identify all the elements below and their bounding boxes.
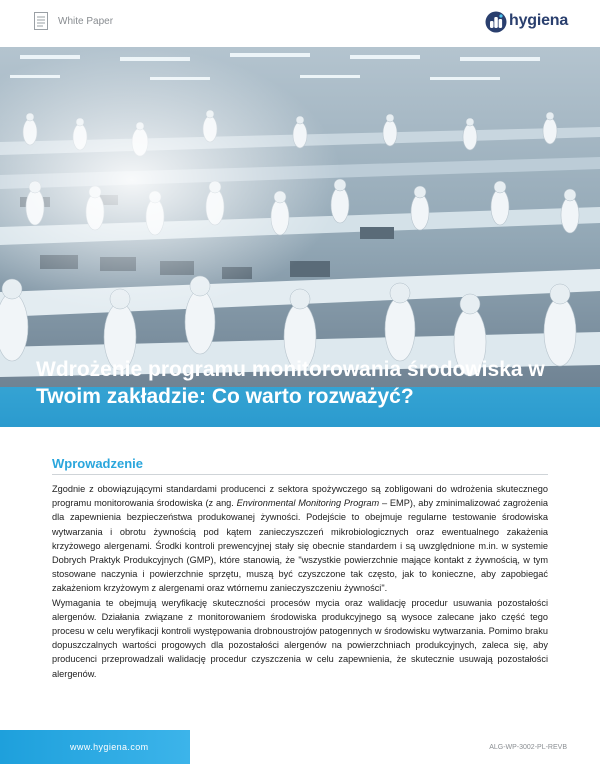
section-divider	[52, 474, 548, 475]
document-type-label: White Paper	[58, 16, 114, 27]
emp-term: Environmental Monitoring Program	[236, 498, 380, 509]
document-icon	[34, 12, 48, 30]
paragraph-1: Zgodnie z obowiązującymi standardami producenci z sektora spożywczego są zobligowani do wdrożenia skutecznego programu monitorowania środowiska (z ang. Environmental Monitoring Program – EMP), aby zminimalizować zagrożenia dla zapewnienia bezpieczeństwa produkowanej żywności. Podejście to obejmuje regularne testowanie środowiska wytwarzania i obrotu żywnością pod kątem zanieczyszczeń mikrobiologicznych oraz ewentualnego zakażenia krzyżowego alergenami. Środki kontroli prewencyjnej stały się obecnie standardem i są uwzględnione m.in. w systemie Dobrych Praktyk Produkcyjnych (GMP), które stanowią, że "wszystkie powierzchnie mające kontakt z żywnością, w tym stosowane naczynia i powierzchnie sprzętu, muszą być czyszczone tak często, jak to konieczne, aby zapobiegać zakażeniom krzyżowym z alergenami oraz wtórnemu zanieczyszczeniu żywności".	[52, 484, 548, 594]
page-header	[0, 0, 600, 47]
logo-text: hygiena	[509, 12, 569, 29]
page-title: Wdrożenie programu monitorowania środowiska w Twoim zakładzie: Co warto rozważyć?	[36, 358, 545, 408]
section-heading: Wprowadzenie	[52, 456, 144, 471]
paragraph-2: Wymagania te obejmują weryfikację skuteczności procesów mycia oraz walidację procedur usuwania pozostałości alergenów. Działania związane z monitorowaniem środowiska produkcyjnego są wysoce zalecane jako część tego procesu w celu weryfikacji kontroli występowania drobnoustrojów patogennych w środowisku wytwarzania. Pomimo braku dopuszczalnych wartości progowych dla pozostałości alergenów na powierzchniach produkcyjnych, zaleca się, aby producenci przeprowadzali walidację procedur czyszczenia w celu zapewnienia, że skutecznie usuwają pozostałości alergenów.	[52, 597, 548, 679]
document-code: ALG-WP-3002-PL-REVB	[489, 744, 567, 751]
body-text	[52, 482, 548, 681]
hygiena-logo[interactable]	[485, 10, 585, 34]
footer-website-link[interactable]: www.hygiena.com	[70, 742, 149, 752]
hygiena-logo-icon	[485, 11, 507, 33]
